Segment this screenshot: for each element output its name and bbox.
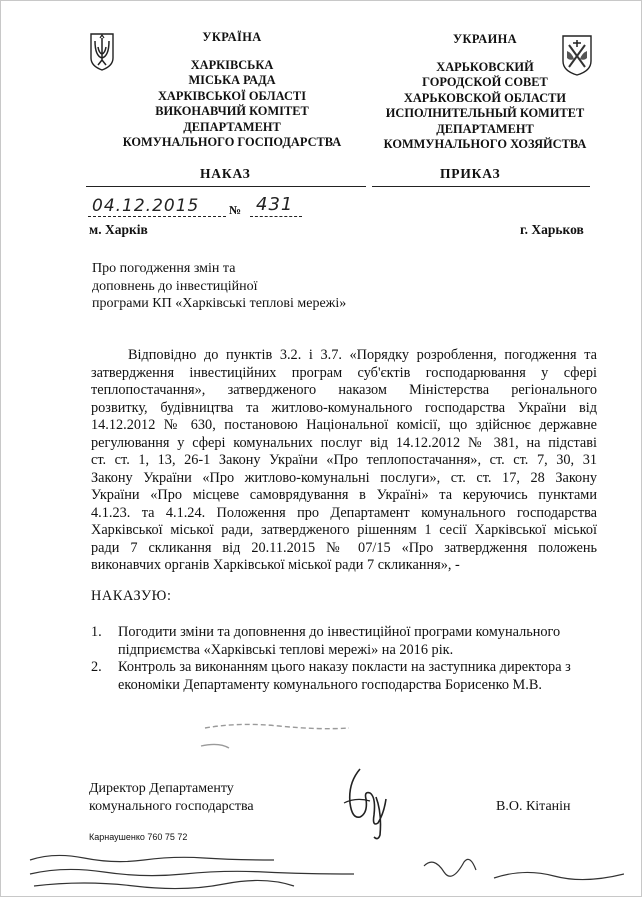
doc-type-ru: ПРИКАЗ (440, 166, 501, 181)
order-subject (92, 260, 346, 313)
signatory-title-line: Директор Департаменту (89, 781, 234, 796)
item-line: підприємства «Харківські теплові мережі» на 2016 рік. (118, 641, 454, 658)
item-number: 2. (91, 659, 102, 675)
body-line: України «Про місцеве самоврядування в Україні» та керуючись пунктами (91, 487, 597, 503)
org-line: ХАРЬКОВСКИЙ (436, 59, 534, 74)
city-ua: м. Харків (89, 222, 148, 237)
body-line: Закону України «Про житлово-комунальні послуги», ст. ст. 17, 28 Закону (91, 469, 597, 486)
body-line: виконавчих органів Харківської міської ради 7 скликання», - (91, 557, 460, 573)
order-number-label: № (229, 203, 242, 217)
signatory-title-line: комунального господарства (89, 798, 254, 814)
divider-left (86, 186, 366, 187)
country-ru: УКРАИНА (452, 32, 518, 46)
country-ua: УКРАЇНА (202, 30, 262, 44)
body-line: 14.12.2012 № 630, постановою Національної комісії, що здійснює державне (91, 417, 597, 433)
body-line: ст. ст. 1, 13, 26-1 Закону України «Про теплопостачання», ст. ст. 7, 30, 31 (91, 452, 597, 468)
item-number: 1. (91, 624, 102, 640)
city-ru: г. Харьков (520, 222, 584, 237)
date-underline (88, 216, 226, 217)
order-date: 04.12.2015 (92, 196, 200, 216)
body-line: теплопостачання», затвердженого наказом Міністерства регіонального (91, 382, 597, 398)
order-number: 431 (256, 194, 294, 215)
signatory-name: В.О. Кітанін (496, 799, 571, 814)
handwritten-signature (330, 763, 400, 843)
doc-type-ua: НАКАЗ (200, 166, 251, 181)
org-line: ДЕПАРТАМЕНТ (436, 121, 534, 136)
item-line: Погодити зміни та доповнення до інвестиційної програми комунального (118, 624, 561, 640)
divider-right (372, 186, 590, 187)
subject-line: програми КП «Харківські теплові мережі» (92, 296, 347, 311)
org-line: МІСЬКА РАДА (188, 73, 276, 87)
org-line: ХАРКІВСЬКА (190, 57, 274, 72)
org-line: КОММУНАЛЬНОГО ХОЗЯЙСТВА (383, 137, 587, 151)
body-line: Харківської міської ради, затвердженого рішенням 1 сесії Харківської міської (91, 522, 597, 538)
number-underline (250, 216, 302, 217)
body-line: розвитку, будівництва та житлово-комунального господарства України від (91, 399, 597, 416)
item-line: Контроль за виконанням цього наказу покласти на заступника директора з (118, 659, 571, 675)
body-line: ради 7 скликання від 20.11.2015 № 07/15 «Про затвердження положень (91, 539, 597, 556)
order-body (91, 347, 597, 575)
body-line: затвердження інвестиційних програм суб'єктів господарювання у сфері (91, 364, 597, 381)
subject-line: доповнень до інвестиційної (92, 278, 258, 294)
body-line: регулювання у сфері комунальних послуг від 14.12.2012 № 381, на підставі (91, 434, 597, 451)
org-line: ХАРКІВСЬКОЇ ОБЛАСТІ (157, 88, 307, 103)
header-ua (100, 30, 364, 151)
org-line: ГОРОДСКОЙ СОВЕТ (422, 75, 548, 89)
signatory-title (89, 780, 254, 815)
org-line: КОМУНАЛЬНОГО ГОСПОДАРСТВА (122, 135, 342, 149)
executor-contact: Карнаушенко 760 75 72 (89, 832, 188, 842)
item-line: економіки Департаменту комунального господарства Борисенко М.В. (118, 676, 542, 693)
order-directive-heading: НАКАЗУЮ: (91, 588, 172, 604)
body-line: Відповідно до пунктів 3.2. і 3.7. «Порядку розроблення, погодження та (128, 347, 597, 363)
org-line: ХАРЬКОВСКОЙ ОБЛАСТИ (403, 90, 567, 105)
subject-line: Про погодження змін та (92, 261, 236, 276)
body-line: 4.1.23. та 4.1.24. Положення про Департамент комунального господарства (91, 504, 597, 521)
header-ru (363, 32, 607, 153)
org-line: ИСПОЛНИТЕЛЬНЫЙ КОМИТЕТ (385, 106, 585, 120)
org-line: ВИКОНАВЧИЙ КОМІТЕТ (155, 104, 309, 118)
org-line: ДЕПАРТАМЕНТ (183, 119, 281, 134)
handwritten-approval-notes (24, 848, 624, 896)
faded-stamp (199, 718, 359, 758)
